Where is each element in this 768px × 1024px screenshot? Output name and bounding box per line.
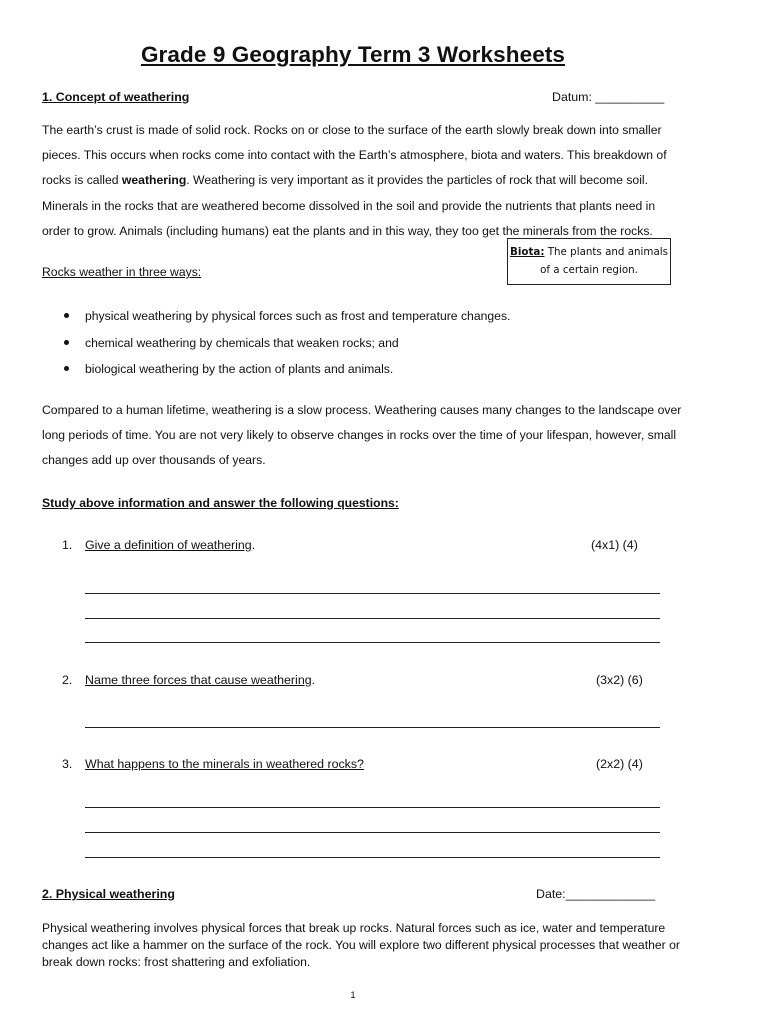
answer-line[interactable] [85,832,660,833]
weathering-term: weathering [121,173,187,188]
question-2-marks: (3x2) (6) [596,673,643,687]
question-1 [85,538,255,552]
answer-line[interactable] [85,727,660,728]
section-2-heading: 2. Physical weathering [42,887,175,901]
question-1-suffix: . [251,538,256,552]
list-item: physical weathering by physical forces such as frost and temperature changes. [62,306,510,333]
question-1-number: 1. [62,538,73,552]
question-1-text: Give a definition of weathering [85,538,252,552]
answer-line[interactable] [85,593,660,594]
answer-line[interactable] [85,857,660,858]
question-3-marks: (2x2) (4) [596,757,643,771]
biota-definition-box [507,238,671,285]
question-2-number: 2. [62,673,73,687]
ways-heading: Rocks weather in three ways: [42,265,202,279]
intro-text-part-1: The earth’s crust is made of solid rock. Rocks on or close to the surface of the earth slowly break down into smaller pieces. This occurs when rocks come into contact with the Earth’s atmosphere, biota and waters. This breakdown of rocks is called [42,123,667,188]
question-2-suffix: . [311,673,316,687]
question-3-text: What happens to the minerals in weathered rocks? [85,757,364,771]
section-2-date-field: Date:_____________ [536,887,656,901]
biota-term: Biota: [510,246,545,258]
study-instructions-heading: Study above information and answer the following questions: [42,496,399,510]
intro-paragraph [42,118,682,244]
question-3 [85,757,364,771]
answer-line[interactable] [85,618,660,619]
answer-line[interactable] [85,807,660,808]
page-number: 1 [350,990,356,1001]
question-1-marks: (4x1) (4) [591,538,638,552]
list-item: biological weathering by the action of plants and animals. [62,359,510,386]
timescale-paragraph: Compared to a human lifetime, weathering is a slow process. Weathering causes many changes to the landscape over long periods of time. You are not very likely to observe changes in rocks over the time of your lifespan, however, small changes add up over thousands of years. [42,403,682,468]
page-title: Grade 9 Geography Term 3 Worksheets [140,42,566,67]
physical-weathering-paragraph: Physical weathering involves physical forces that break up rocks. Natural forces such as ice, water and temperature changes act like a hammer on the surface of the rock. You will explore two different physical processes that weather or break down rocks: frost shattering and exfoliation. [42,921,680,969]
question-3-number: 3. [62,757,73,771]
question-2-text: Name three forces that cause weathering [85,673,312,687]
question-2 [85,673,315,687]
biota-definition: The plants and animals of a certain region. [540,246,668,276]
section-1-heading: 1. Concept of weathering [42,90,190,104]
intro-text-part-2: . Weathering is very important as it provides the particles of rock that will become soil. Minerals in the rocks that are weathered become dissolved in the soil and provide the nutrients that plants need in order to grow. Animals (including humans) eat the plants and in this way, they too get the minerals from the rocks. [42,173,656,238]
list-item: chemical weathering by chemicals that weaken rocks; and [62,333,510,360]
weathering-types-list [62,306,510,386]
answer-line[interactable] [85,642,660,643]
section-1-date-field: Datum: __________ [552,90,665,104]
